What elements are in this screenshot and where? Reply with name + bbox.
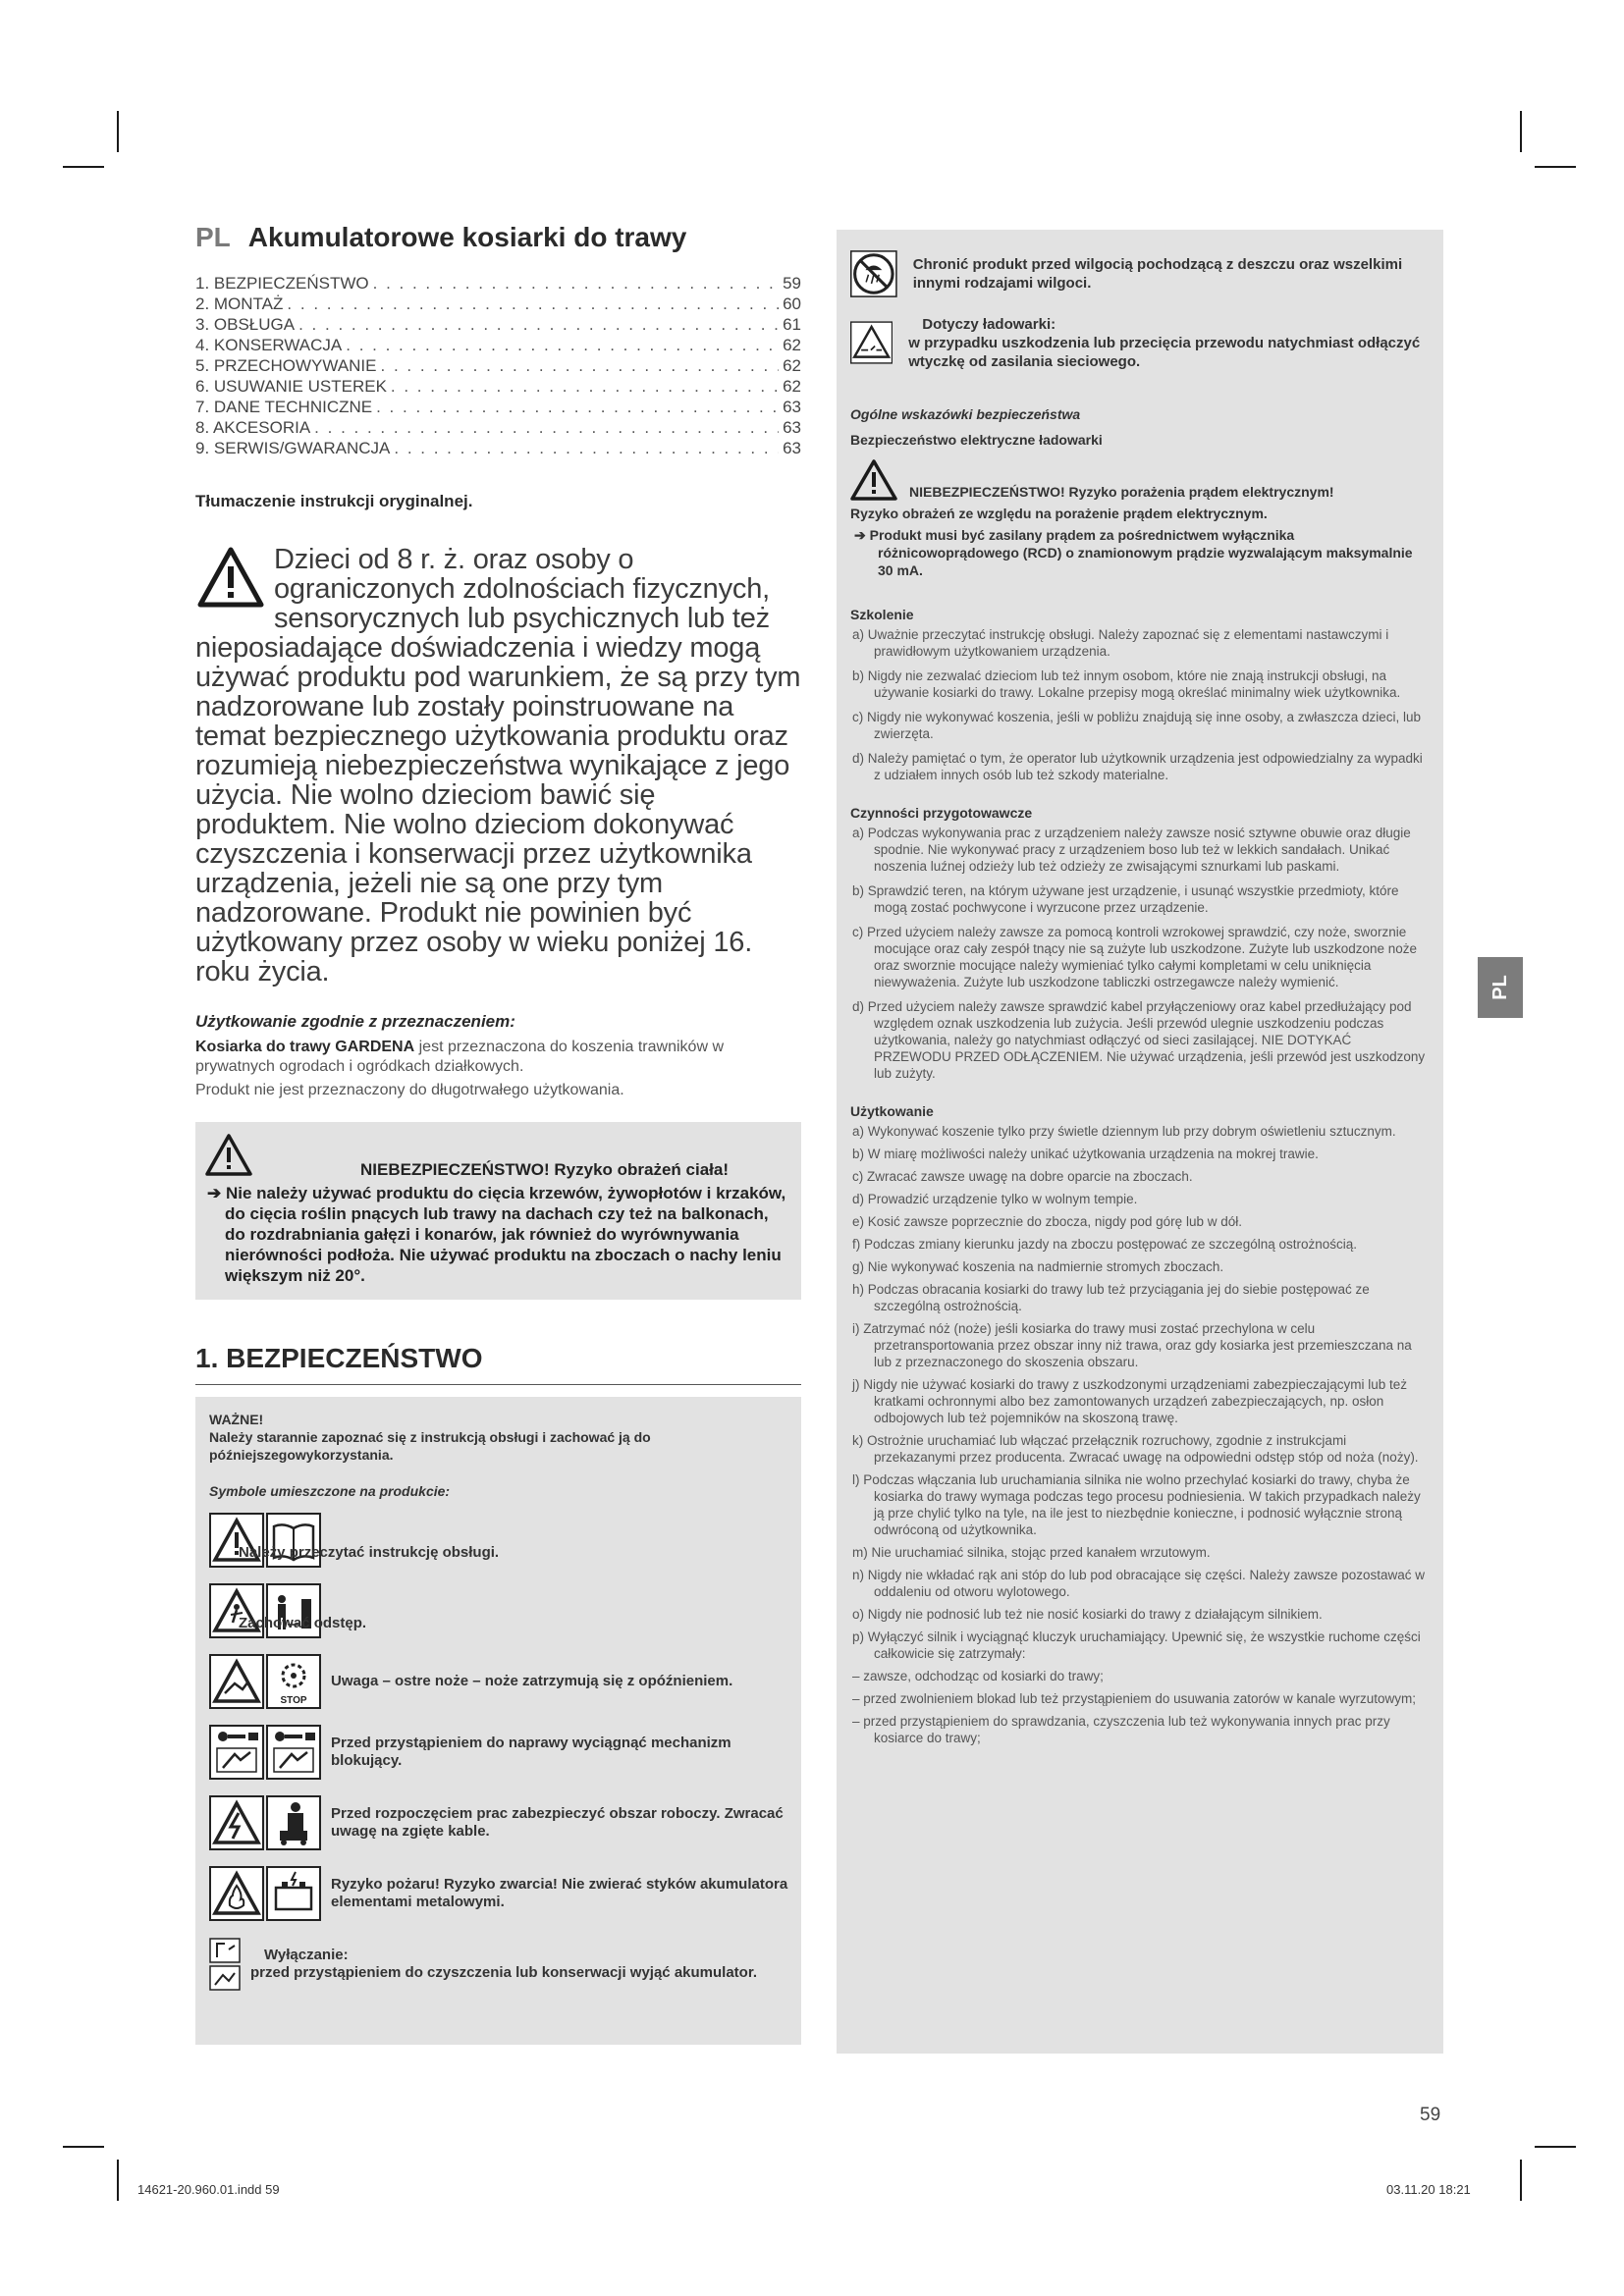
toc-label: 8. AKCESORIA [195,418,311,437]
crop-mark [1535,166,1576,168]
rcd-text: ➔ Produkt musi być zasilany prądem za pośrednictwem wyłącznika różnicowoprądowego (RCD) o znamionowym prądzie wyzwalającym maksymalnie 30 mA. [854,527,1413,578]
toc-page: 59 [783,274,801,293]
shock-warning [850,459,1430,501]
crop-mark [63,166,104,168]
rain-text: Chronić produkt przed wilgocią pochodzącą z deszczu oraz wszelkimi innymi rodzajami wilgoci. [912,256,1403,292]
intended-use-heading: Użytkowanie zgodnie z przeznaczeniem: [195,1012,515,1031]
toc-page: 60 [783,294,801,313]
toc-page: 63 [783,418,801,437]
toc-page: 62 [783,336,801,354]
rain-warning [850,243,1430,304]
warning-triangle-icon [197,547,264,608]
list-item: j) Nigdy nie używać kosiarki do trawy z uszkodzonymi urządzeniami zabezpieczającymi lub też kratkami ochronnymi albo bez zamontowanych urządzeń zabezpieczających, np. osłon odbojowych lub też pojemników na skoszoną trawę. [852,1377,1407,1425]
symbol-row [209,1723,789,1782]
symbol-label: Ryzyko pożaru! Ryzyko zwarcia! Nie zwierać styków akumulatora elementami metalowymi. [331,1876,788,1910]
translation-note: Tłumaczenie instrukcji oryginalnej. [195,492,473,510]
toc-entry[interactable] [195,417,801,438]
list-item: c) Nigdy nie wykonywać koszenia, jeśli w pobliżu znajdują się inne osoby, a zwłaszcza dzieci, lub zwierzęta. [852,710,1422,741]
list-item: a) Wykonywać koszenie tylko przy świetle dziennym lub przy dobrym oświetleniu sztucznym. [852,1124,1396,1139]
list-item: c) Zwracać zawsze uwagę na dobre oparcie na zboczach. [852,1169,1193,1184]
list-item: d) Prowadzić urządzenie tylko w wolnym tempie. [852,1192,1138,1206]
list-item: o) Nigdy nie podnosić lub też nie nosić kosiarki do trawy z działającym silnikiem. [852,1607,1323,1622]
crop-mark [117,2160,119,2201]
language-tab-label: PL [1489,975,1511,1000]
children-warning-text: Dzieci od 8 r. ż. oraz osoby o ograniczonych zdolnościach fizycznych, sensorycznych lub psychicznych lub też nieposiadające doświadczenia i wiedzy mogą używać produktu pod warunkiem, że są przy tym nadzorowane lub zostały poinstruowane na temat bezpiecznego użytkowania produktu oraz rozumieją niebezpieczeństwa wynikające z jego użycia. Nie wolno dzieciom bawić się produktem. Nie wolno dzieciom dokonywać czyszczenia i konserwacji przez użytkownika urządzenia, jeżeli nie są one przy tym nadzorowane. Produkt nie powinien być użytkowany przez osoby w wieku poniżej 16. roku życia. [195,544,801,988]
fire-risk-icon [209,1866,264,1921]
shock-subtitle: Ryzyko obrażeń ze względu na porażenie prądem elektrycznym. [850,506,1268,521]
list-item: k) Ostrożnie uruchamiać lub włączać przełącznik rozruchowy, zgodnie z instrukcjami przekazanymi przez producenta. Zwracać uwagę na odpowiedni odstęp stóp od noża (noży). [852,1433,1419,1465]
switch-off-title: Wyłączanie: [264,1947,349,1963]
toc-entry[interactable] [195,355,801,376]
charger-text: w przypadku uszkodzenia lub przecięcia przewodu natychmiast odłączyć wtyczkę od zasilania sieciowego. [908,334,1421,370]
list-item: – zawsze, odchodząc od kosiarki do trawy; [852,1669,1104,1683]
crop-mark [1520,111,1522,152]
toc-label: 4. KONSERWACJA [195,336,343,354]
secure-area-icon [209,1795,264,1850]
section-heading: 1. BEZPIECZEŃSTWO [195,1343,801,1385]
toc-entry[interactable] [195,438,801,458]
symbols-heading: Symbole umieszczone na produkcie: [209,1483,451,1499]
list-item: c) Przed użyciem należy zawsze za pomocą kontroli wzrokowej sprawdzić, czy noże, sworznie mocujące oraz cały zespół tnący nie są zużyte lub uszkodzone. Zużyte lub uszkodzone noże oraz sworznie mocujące należy wymieniać tylko całymi kompletami w celu uniknięcia niewyważenia. Zużyte lub uszkodzone tabliczki ostrzegawcze należy wymienić. [852,925,1418,989]
warning-triangle-icon [850,459,897,501]
unplug-icon [209,1938,241,1963]
list-item: – przed przystąpieniem do sprawdzania, czyszczenia lub też wykonywania innych prac przy kosiarce do trawy; [852,1714,1390,1745]
crop-mark [63,2146,104,2148]
symbol-label: Przed rozpoczęciem prac zabezpieczyć obszar roboczy. Zwracać uwagę na zgięte kable. [331,1805,784,1840]
list-item: a) Uważnie przeczytać instrukcję obsługi. Należy zapoznać się z elementami nastawczymi i prawidłowym użytkowaniem urządzenia. [852,627,1389,659]
toc-label: 1. BEZPIECZEŃSTWO [195,274,369,293]
no-rain-icon [850,243,897,304]
intended-use-note: Produkt nie jest przeznaczony do długotrwałego użytkowania. [195,1082,624,1098]
page-title [195,222,801,253]
maintenance-icon [209,1965,241,1991]
list-item: b) W miarę możliwości należy unikać użytkowania urządzenia na mokrej trawie. [852,1147,1319,1161]
symbol-label: Zachować odstęp. [239,1615,367,1631]
list-item: a) Podczas wykonywania prac z urządzeniem należy zawsze nosić sztywne obuwie oraz długie spodnie. Nie wykonywać pracy z urządzeniem boso lub też w lekkich sandałach. Unikać noszenia luźnej odzieży lub też odzieży ze zwisającymi sznurkami lub paskami. [852,826,1411,874]
use-heading: Użytkowanie [850,1103,934,1119]
danger-title: NIEBEZPIECZEŃSTWO! Ryzyko obrażeń ciała! [360,1160,730,1179]
title-text: Akumulatorowe kosiarki do trawy [247,222,687,252]
footer-date: 03.11.20 18:21 [1386,2182,1471,2197]
list-item: g) Nie wykonywać koszenia na nadmiernie stromych zboczach. [852,1259,1224,1274]
electrical-heading: Bezpieczeństwo elektryczne ładowarki [850,432,1103,448]
toc-label: 5. PRZECHOWYWANIE [195,356,377,375]
key-out-icon [266,1725,321,1780]
toc-label: 7. DANE TECHNICZNE [195,398,373,416]
shock-title: NIEBEZPIECZEŃSTWO! Ryzyko porażenia prądem elektrycznym! [909,484,1334,500]
list-item: e) Kosić zawsze poprzecznie do zbocza, nigdy pod górę lub w dół. [852,1214,1242,1229]
footer-file: 14621-20.960.01.indd 59 [137,2182,280,2197]
symbol-row [209,1581,789,1640]
page-number: 59 [1420,2105,1441,2125]
children-warning [195,545,801,987]
switch-off-row [209,1935,789,1994]
toc-entry[interactable] [195,397,801,417]
charger-cable-icon [850,312,893,373]
list-item: i) Zatrzymać nóż (noże) jeśli kosiarka do trawy musi zostać przechylona w celu przetransportowania przez obszar inny niż trawa, oraz gdy kosiarka jest przemieszczana na lub z przeznaczonego do skoszenia obszaru. [852,1321,1412,1369]
symbol-row [209,1864,789,1923]
sharp-blades-icon [209,1654,264,1709]
charger-warning [850,312,1430,373]
symbol-row [209,1652,789,1711]
important-label: WAŻNE! [209,1412,264,1427]
svg-text:STOP: STOP [280,1695,307,1706]
crop-mark [1520,2160,1522,2201]
toc-entry[interactable] [195,314,801,335]
danger-text: ➔ Nie należy używać produktu do cięcia krzewów, żywopłotów i krzaków, do cięcia roślin pnących lub trawy na dachach czy też na balkonach, do rozdrabniania gałęzi i konarów, jak również do wyrównywania nierówności podłoża. Nie używać produktu na zboczach o nachy leniu większym niż 20°. [207,1184,786,1285]
training-heading: Szkolenie [850,607,914,622]
battery-contacts-icon [266,1866,321,1921]
switch-off-text: przed przystąpieniem do czyszczenia lub konserwacji wyjąć akumulator. [250,1964,758,1981]
remove-key-icon [209,1725,264,1780]
table-of-contents [195,273,801,458]
toc-entry[interactable] [195,294,801,314]
list-item: d) Przed użyciem należy zawsze sprawdzić kabel przyłączeniowy oraz kabel przedłużający pod względem oznak uszkodzenia lub zużycia. Jeśli przewód ulegnie uszkodzeniu podczas użytkowania, należy go natychmiast odłączyć od sieci zasilającej. NIE DOTYKAĆ PRZEWODU PRZED ODŁĄCZENIEM. Nie używać urządzenia, jeśli przewód jest uszkodzony lub zużyty. [852,999,1426,1081]
toc-page: 62 [783,377,801,396]
language-tab[interactable] [1478,957,1523,1018]
prep-heading: Czynności przygotowawcze [850,805,1033,821]
symbol-label: Należy przeczytać instrukcję obsługi. [239,1544,500,1561]
cable-worker-icon [266,1795,321,1850]
symbol-row [209,1511,789,1570]
list-item: p) Wyłączyć silnik i wyciągnąć kluczyk uruchamiający. Upewnić się, że wszystkie ruchome części całkowicie się zatrzymały: [852,1629,1421,1661]
intended-use-text: Kosiarka do trawy GARDENA jest przeznaczona do koszenia trawników w prywatnych ogrodach i ogródkach działkowych. [195,1039,724,1075]
important-text: Należy starannie zapoznać się z instrukcją obsługi i zachować ją do późniejszegowykorzystania. [209,1429,651,1463]
toc-label: 3. OBSŁUGA [195,315,296,334]
toc-page: 61 [783,315,801,334]
symbol-label: Uwaga – ostre noże – noże zatrzymują się z opóźnieniem. [331,1673,733,1689]
crop-mark [1535,2146,1576,2148]
list-item: m) Nie uruchamiać silnika, stojąc przed kanałem wrzutowym. [852,1545,1211,1560]
crop-mark [117,111,119,152]
charger-title: Dotyczy ładowarki: [922,315,1056,333]
toc-label: 9. SERWIS/GWARANCJA [195,439,391,457]
right-column [837,230,1443,2054]
danger-box [195,1122,801,1300]
symbol-row [209,1793,789,1852]
list-item: – przed zwolnieniem blokad lub też przystąpieniem do usuwania zatorów w kanale wyrzutowym; [852,1691,1417,1706]
toc-page: 63 [783,439,801,457]
stop-blade-icon [266,1654,321,1709]
list-item: h) Podczas obracania kosiarki do trawy lub też przyciągania jej do siebie postępować ze szczególną ostrożnością. [852,1282,1370,1313]
toc-entry[interactable] [195,273,801,294]
list-item: f) Podczas zmiany kierunku jazdy na zboczu postępować ze szczególną ostrożnością. [852,1237,1358,1252]
toc-label: 6. USUWANIE USTEREK [195,377,387,396]
toc-page: 62 [783,356,801,375]
language-code: PL [195,222,231,252]
list-item: n) Nigdy nie wkładać rąk ani stóp do lub pod obracające się części. Należy zawsze pozostawać w oddaleniu od otworu wylotowego. [852,1568,1426,1599]
toc-label: 2. MONTAŻ [195,294,284,313]
list-item: l) Podczas włączania lub uruchamiania silnika nie wolno przechylać kosiarki do trawy, chyba że kosiarka do trawy wymaga podczas tego procesu podniesienia. W takich przypadkach należy ją prze chylić tylko na tyle, na ile jest to niezbędnie konieczne, i podnosić wyłącznie stroną odwróconą od użytkownika. [852,1472,1421,1537]
warning-triangle-icon [205,1134,252,1177]
toc-entry[interactable] [195,376,801,397]
toc-entry[interactable] [195,335,801,355]
list-item: b) Nigdy nie zezwalać dzieciom lub też innym osobom, które nie znają instrukcji obsługi, na używanie kosiarki do trawy. Lokalne przepisy mogą określać minimalny wiek użytkownika. [852,668,1401,700]
general-heading: Ogólne wskazówki bezpieczeństwa [850,406,1081,422]
safety-box [195,1397,801,2045]
toc-page: 63 [783,398,801,416]
list-item: d) Należy pamiętać o tym, że operator lub użytkownik urządzenia jest odpowiedzialny za wypadki z udziałem innych osób lub też szkody materialne. [852,751,1423,782]
symbol-label: Przed przystąpieniem do naprawy wyciągnąć mechanizm blokujący. [331,1735,731,1769]
list-item: b) Sprawdzić teren, na którym używane jest urządzenie, i usunąć wszystkie przedmioty, które mogą zostać pochwycone i wyrzucone przez urządzenie. [852,883,1399,915]
left-column [195,222,801,2045]
